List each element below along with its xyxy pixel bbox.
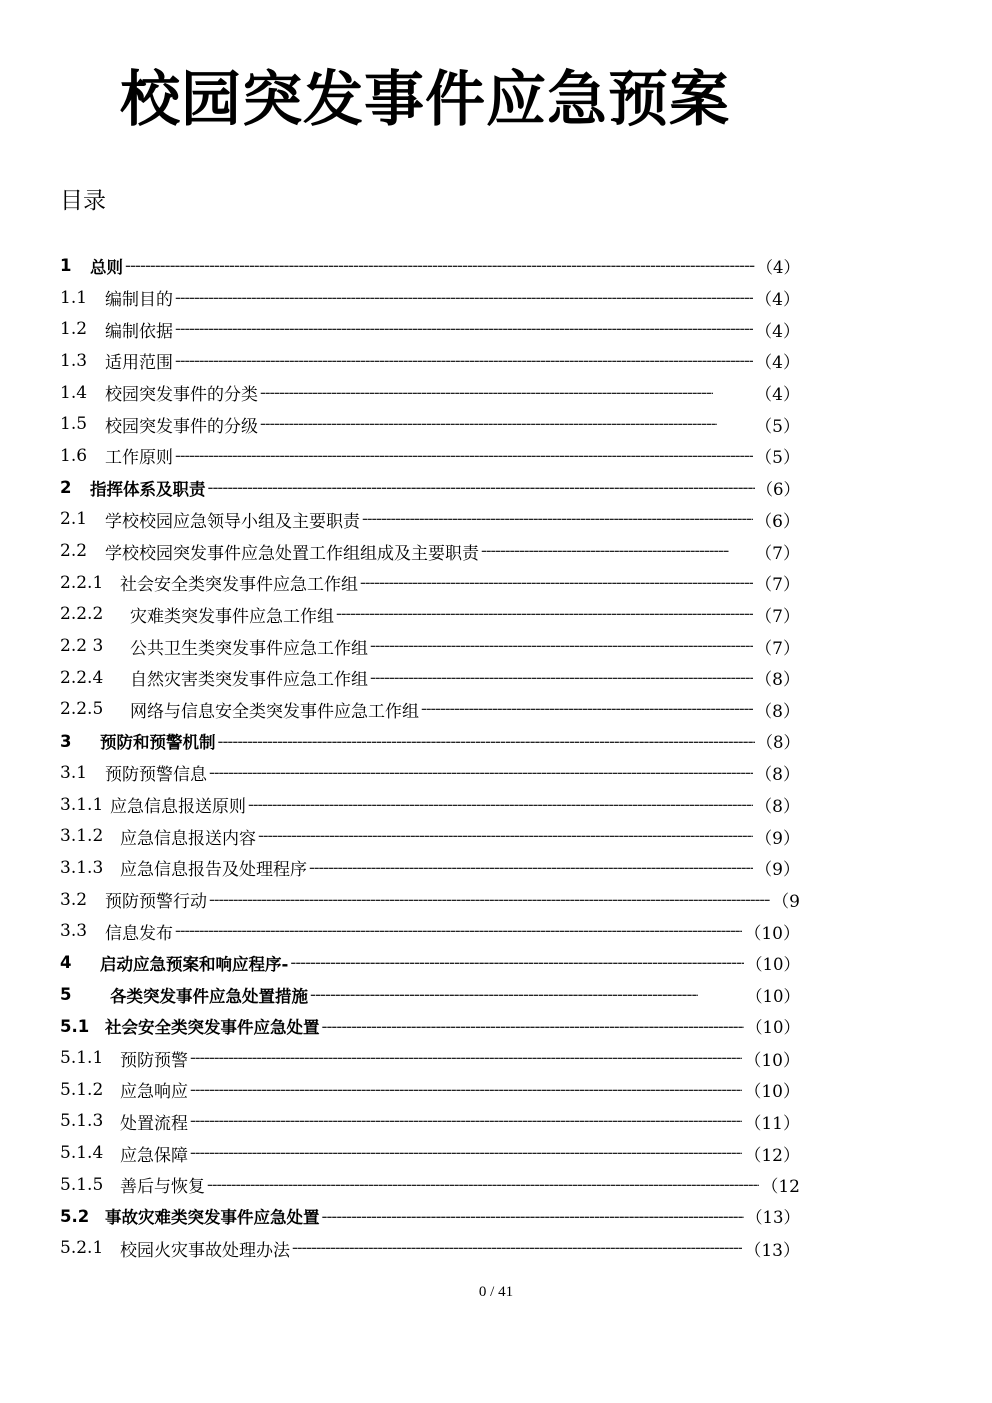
toc-entry-number: 3.1.2	[60, 826, 104, 847]
toc-leader-dots	[362, 509, 753, 529]
toc-entry-number: 2.2.5	[60, 699, 104, 720]
page-number: 0 / 41	[478, 1284, 514, 1300]
toc-entry-page: （5）	[755, 448, 800, 469]
toc-entry-number: 1.1	[60, 287, 88, 308]
toc-entry-title: 编制依据	[105, 321, 173, 342]
toc-entry-page: （7）	[755, 575, 800, 596]
toc-entry-title: 预防预警	[120, 1050, 188, 1071]
toc-entry-title: 指挥体系及职责	[90, 479, 206, 499]
toc-leader-dots	[336, 604, 753, 624]
toc-leader-dots	[218, 732, 755, 751]
toc-entry[interactable]	[60, 694, 800, 726]
toc-entry-number: 5.1.4	[60, 1143, 104, 1164]
toc-entry[interactable]	[60, 567, 800, 599]
toc-entry-title: 启动应急预案和响应程序-	[100, 954, 289, 974]
toc-entry[interactable]	[60, 250, 800, 282]
toc-entry[interactable]	[60, 820, 800, 852]
toc-entry-page: （7）	[755, 638, 800, 659]
toc-entry-title: 应急信息报告及处理程序	[120, 860, 307, 881]
toc-entry[interactable]	[60, 757, 800, 789]
toc-entry-page: （10）	[746, 1018, 800, 1038]
toc-entry[interactable]	[60, 535, 800, 567]
toc-entry-number: 2.1	[60, 509, 88, 530]
toc-leader-dots	[322, 1207, 745, 1226]
toc-entry-number: 5.1.3	[60, 1111, 104, 1132]
toc-leader-dots	[258, 826, 753, 846]
toc-entry-number: 1.2	[60, 319, 88, 340]
toc-entry-title: 社会安全类突发事件应急工作组	[120, 575, 358, 596]
toc-leader-dots	[207, 1175, 759, 1195]
toc-leader-dots	[209, 890, 770, 910]
toc-entry-page: （12	[761, 1177, 800, 1198]
toc-entry-title: 信息发布	[105, 923, 173, 944]
toc-leader-dots	[190, 1080, 742, 1100]
toc-entry-page: （10）	[746, 954, 800, 974]
toc-entry-page: （9	[772, 892, 800, 913]
toc-entry-title: 网络与信息安全类突发事件应急工作组	[130, 701, 419, 722]
toc-entry-page: （13）	[744, 1240, 800, 1261]
toc-leader-dots	[370, 668, 753, 688]
toc-leader-dots	[290, 953, 744, 972]
toc-entry-number: 3.1.1	[60, 794, 104, 815]
toc-entry-number: 5.1.5	[60, 1174, 104, 1195]
toc-entry-title: 公共卫生类突发事件应急工作组	[130, 638, 368, 659]
toc-entry-title: 应急响应	[120, 1082, 188, 1103]
toc-entry[interactable]	[60, 884, 800, 916]
toc-entry-title: 灾难类突发事件应急工作组	[130, 606, 334, 627]
toc-entry-page: （7）	[755, 543, 800, 564]
toc-entry-title: 总则	[90, 257, 123, 277]
toc-entry-number: 3.2	[60, 889, 88, 910]
toc-entry-title: 事故灾难类突发事件应急处置	[105, 1208, 320, 1228]
toc-entry-page: （12）	[744, 1145, 800, 1166]
toc-entry[interactable]	[60, 504, 800, 536]
toc-entry-number: 1.3	[60, 350, 88, 371]
toc-entry-title: 处置流程	[120, 1113, 188, 1134]
toc-entry-page: （8）	[755, 797, 800, 818]
toc-entry-page: （10）	[744, 1082, 800, 1103]
toc-entry[interactable]	[60, 1201, 800, 1233]
toc-leader-dots	[208, 478, 755, 497]
toc-entry-page: （10）	[744, 1050, 800, 1071]
toc-entry-title: 学校校园应急领导小组及主要职责	[105, 511, 360, 532]
toc-leader-dots	[175, 319, 753, 339]
toc-leader-dots	[481, 541, 729, 561]
toc-entry[interactable]	[60, 1011, 800, 1043]
toc-entry-title: 预防预警信息	[105, 765, 207, 786]
toc-leader-dots	[125, 256, 755, 275]
toc-entry-number: 5.1.1	[60, 1048, 104, 1069]
toc-entry[interactable]	[60, 789, 800, 821]
toc-entry-page: （8）	[755, 765, 800, 786]
toc-leader-dots	[309, 858, 753, 878]
toc-entry[interactable]	[60, 915, 800, 947]
toc-entry[interactable]	[60, 282, 800, 314]
toc-entry[interactable]	[60, 313, 800, 345]
toc-entry[interactable]	[60, 1042, 800, 1074]
toc-entry-number: 3.3	[60, 921, 88, 942]
toc-leader-dots	[260, 414, 717, 434]
table-of-contents	[60, 250, 800, 1264]
toc-entry-page: （8）	[755, 670, 800, 691]
toc-entry-title: 应急信息报送内容	[120, 828, 256, 849]
toc-entry-page: （10）	[744, 923, 800, 944]
toc-entry[interactable]	[60, 1137, 800, 1169]
toc-entry-number: 1	[60, 256, 72, 276]
toc-entry-page: （8）	[755, 701, 800, 722]
toc-leader-dots	[248, 795, 753, 815]
toc-entry-number: 4	[60, 953, 72, 973]
toc-entry-number: 2.2.1	[60, 572, 104, 593]
toc-entry-number: 5.2.1	[60, 1238, 104, 1259]
toc-entry-page: （4）	[755, 385, 800, 406]
toc-entry-page: （4）	[755, 290, 800, 311]
toc-entry[interactable]	[60, 852, 800, 884]
toc-leader-dots	[175, 288, 753, 308]
toc-leader-dots	[360, 573, 753, 593]
document-title: 校园突发事件应急预案	[120, 65, 730, 135]
toc-entry-page: （10）	[746, 986, 800, 1006]
toc-entry[interactable]	[60, 440, 800, 472]
toc-entry-number: 2	[60, 478, 72, 498]
toc-leader-dots	[370, 636, 753, 656]
toc-entry-number: 3.1.3	[60, 857, 104, 878]
toc-entry[interactable]	[60, 630, 800, 662]
toc-entry-title: 自然灾害类突发事件应急工作组	[130, 670, 368, 691]
toc-entry[interactable]	[60, 599, 800, 631]
toc-entry-page: （4）	[755, 321, 800, 342]
toc-entry-title: 校园突发事件的分级	[105, 416, 258, 437]
toc-entry-page: （11）	[744, 1113, 800, 1134]
toc-entry-page: （4）	[756, 257, 800, 277]
toc-entry[interactable]	[60, 1106, 800, 1138]
toc-leader-dots	[175, 446, 753, 466]
toc-entry-title: 社会安全类突发事件应急处置	[105, 1018, 320, 1038]
toc-entry-title: 工作原则	[105, 448, 173, 469]
toc-entry-number: 5.2	[60, 1206, 90, 1226]
toc-entry[interactable]	[60, 377, 800, 409]
toc-entry-title: 适用范围	[105, 353, 173, 374]
toc-leader-dots	[322, 1017, 745, 1036]
toc-leader-dots	[175, 921, 742, 941]
toc-entry[interactable]	[60, 662, 800, 694]
toc-entry-number: 2.2	[60, 541, 88, 562]
toc-leader-dots	[310, 985, 698, 1004]
toc-entry-page: （6）	[756, 479, 800, 499]
toc-entry-page: （9）	[755, 860, 800, 881]
toc-entry-title: 应急信息报送原则	[110, 797, 246, 818]
toc-entry-number: 3.1	[60, 762, 88, 783]
toc-leader-dots	[190, 1048, 742, 1068]
toc-entry-page: （7）	[755, 606, 800, 627]
toc-leader-dots	[190, 1143, 742, 1163]
toc-entry[interactable]	[60, 345, 800, 377]
toc-heading: 目录	[60, 188, 106, 214]
toc-entry-number: 3	[60, 731, 72, 751]
toc-leader-dots	[209, 763, 753, 783]
toc-entry-title: 预防和预警机制	[100, 733, 216, 753]
toc-entry-number: 5.1.2	[60, 1079, 104, 1100]
toc-entry-title: 校园火灾事故处理办法	[120, 1240, 290, 1261]
toc-leader-dots	[190, 1111, 742, 1131]
toc-entry-number: 1.4	[60, 382, 88, 403]
toc-entry-title: 预防预警行动	[105, 892, 207, 913]
toc-entry-page: （5）	[755, 416, 800, 437]
toc-entry-number: 1.6	[60, 445, 88, 466]
toc-leader-dots	[421, 699, 753, 719]
toc-entry[interactable]	[60, 1232, 800, 1264]
toc-entry[interactable]	[60, 947, 800, 979]
toc-leader-dots	[260, 383, 713, 403]
toc-leader-dots	[175, 351, 753, 371]
toc-entry[interactable]	[60, 408, 800, 440]
toc-entry-number: 2.2.2	[60, 604, 104, 625]
toc-entry-number: 5.1	[60, 1016, 90, 1036]
toc-entry-number: 5	[60, 985, 72, 1005]
toc-entry[interactable]	[60, 472, 800, 504]
toc-entry[interactable]	[60, 1169, 800, 1201]
toc-entry-title: 各类突发事件应急处置措施	[110, 986, 308, 1006]
toc-entry-title: 编制目的	[105, 290, 173, 311]
toc-entry-number: 1.5	[60, 414, 88, 435]
toc-entry[interactable]	[60, 979, 800, 1011]
toc-entry-page: （9）	[755, 828, 800, 849]
toc-entry-page: （6）	[755, 511, 800, 532]
toc-entry-number: 2.2 3	[60, 636, 104, 657]
toc-entry-number: 2.2.4	[60, 667, 104, 688]
toc-entry-page: （8）	[756, 733, 800, 753]
toc-entry-page: （13）	[746, 1208, 800, 1228]
toc-entry[interactable]	[60, 1074, 800, 1106]
toc-entry-title: 应急保障	[120, 1145, 188, 1166]
toc-entry-page: （4）	[755, 353, 800, 374]
toc-entry-title: 善后与恢复	[120, 1177, 205, 1198]
toc-leader-dots	[292, 1238, 742, 1258]
toc-entry-title: 校园突发事件的分类	[105, 385, 258, 406]
toc-entry[interactable]	[60, 725, 800, 757]
toc-entry-title: 学校校园突发事件应急处置工作组组成及主要职责	[105, 543, 479, 564]
